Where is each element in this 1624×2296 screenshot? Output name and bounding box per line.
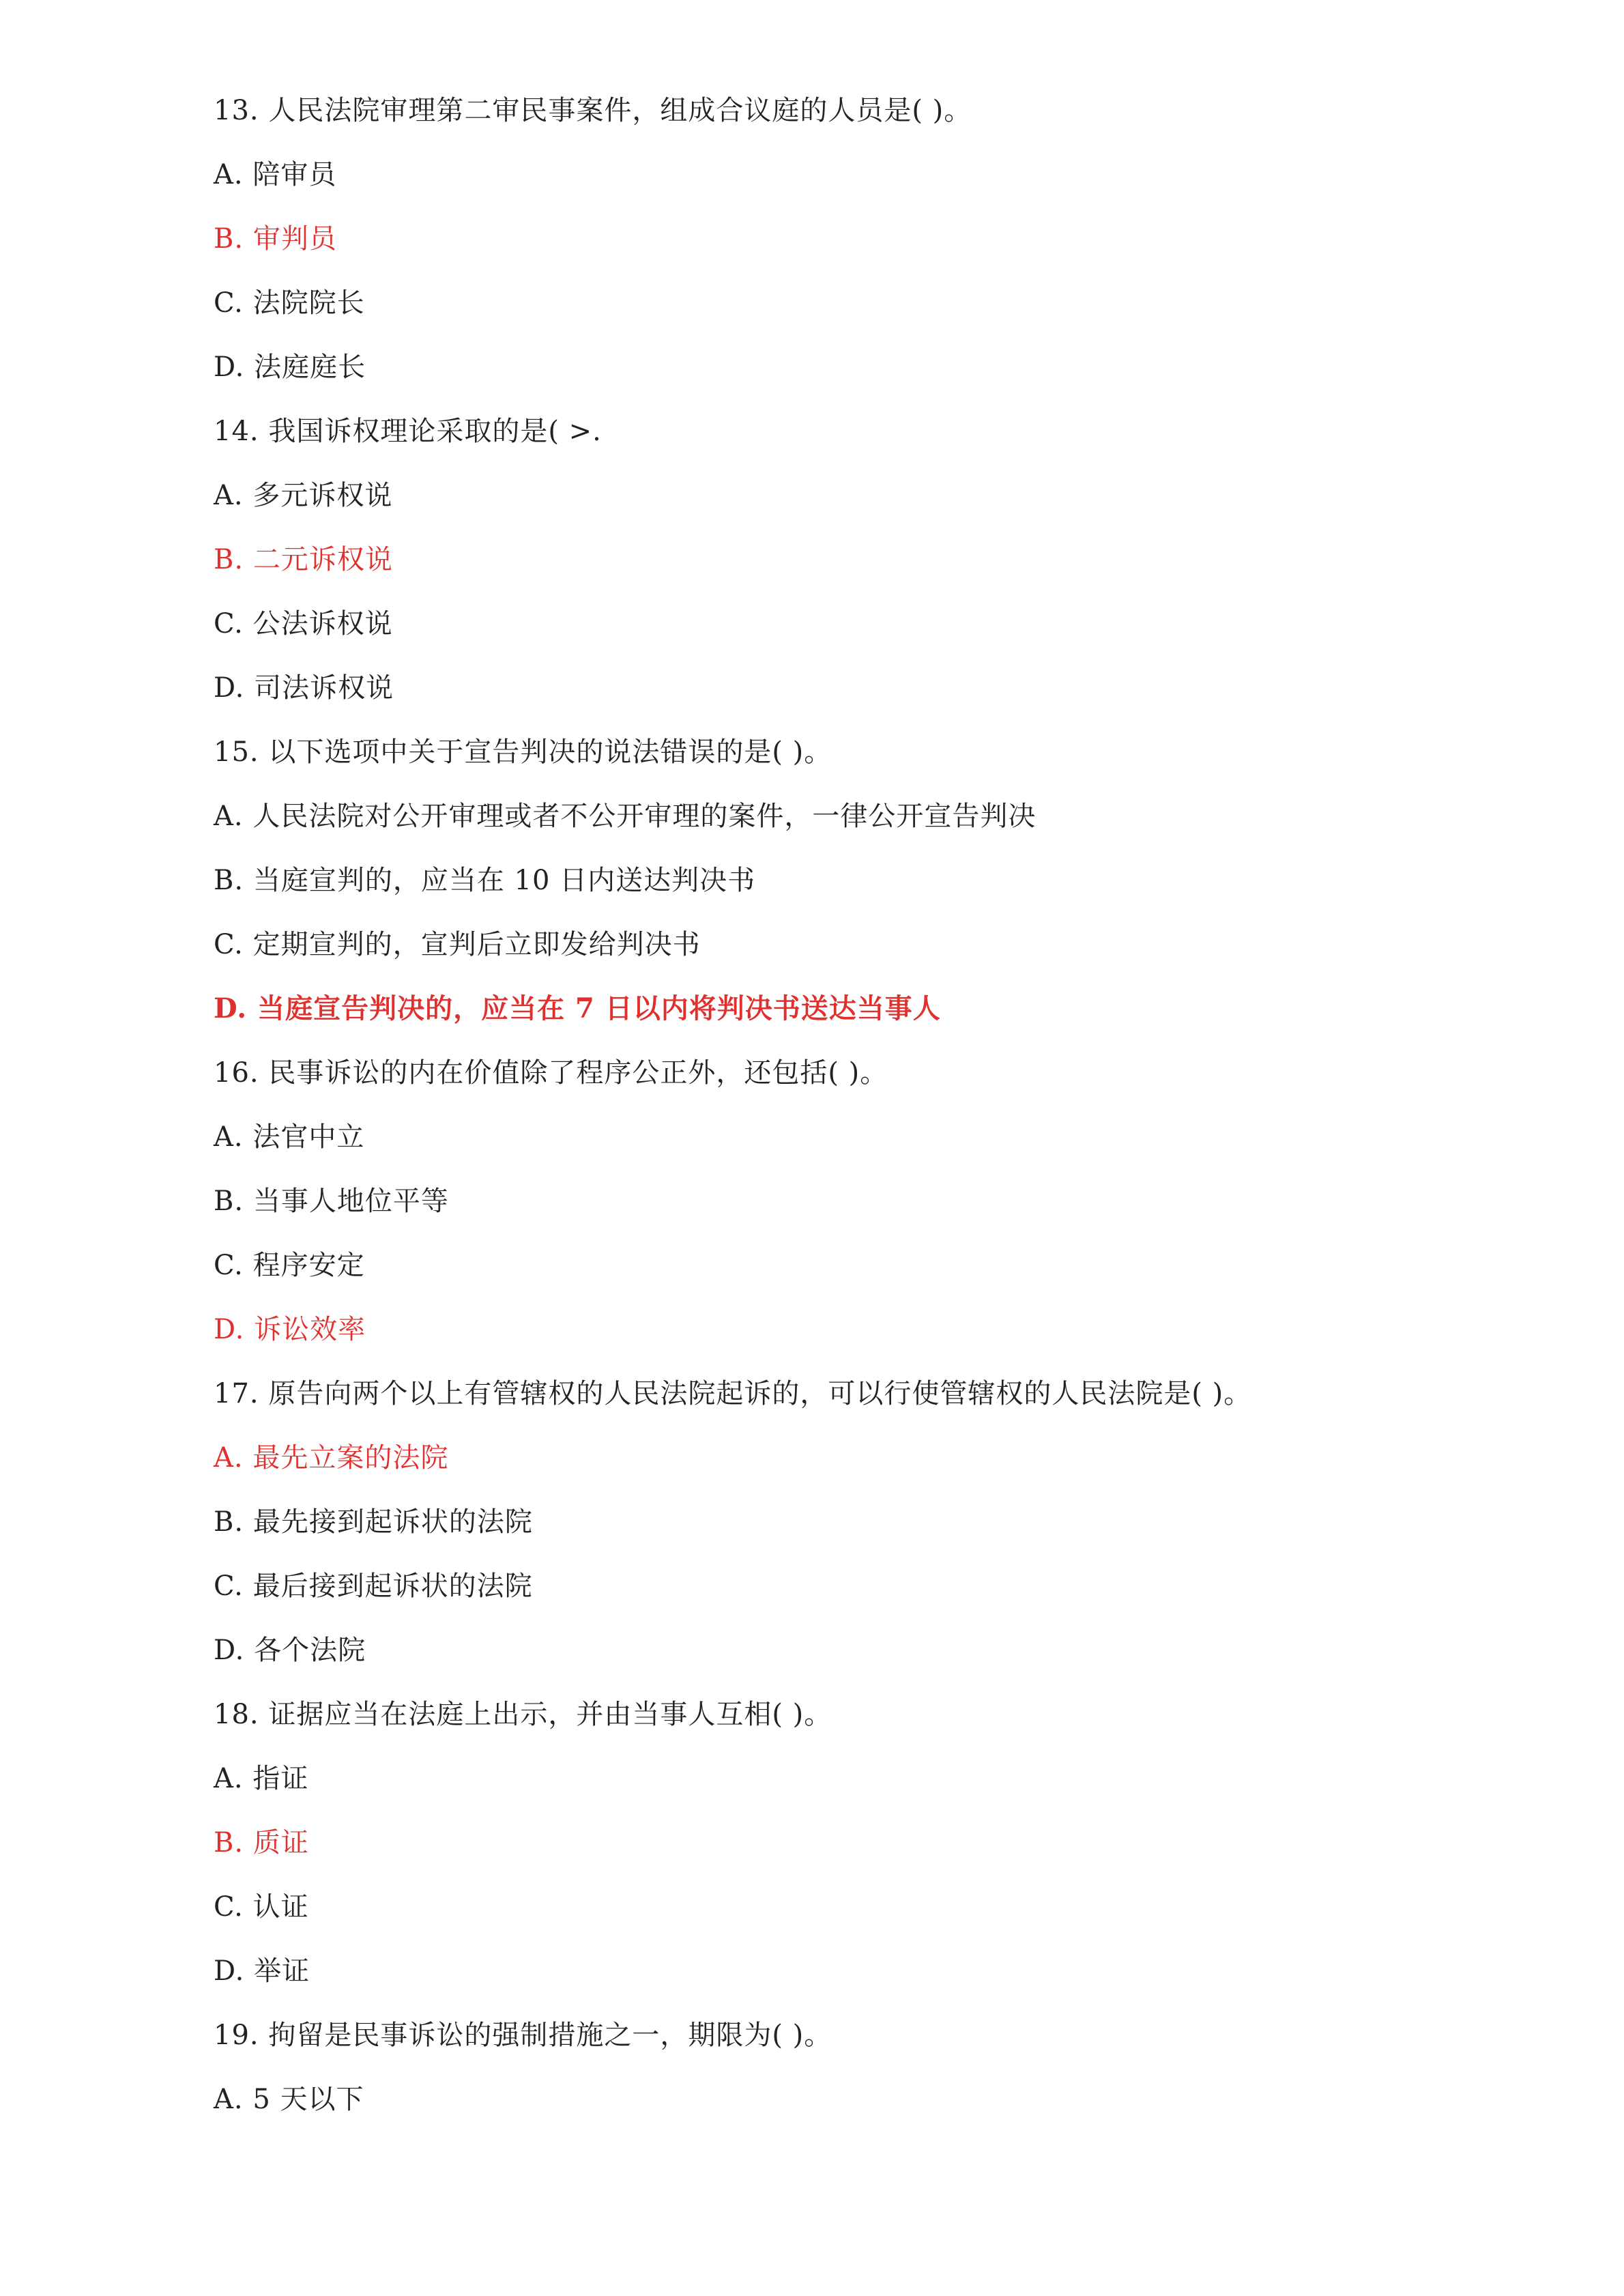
- option-13-a: A. 陪审员: [214, 159, 337, 190]
- question-14: 14. 我国诉权理论采取的是( >.: [214, 416, 602, 447]
- option-14-c: C. 公法诉权说: [214, 608, 393, 640]
- question-16: 16. 民事诉讼的内在价值除了程序公正外，还包括( )。: [214, 1057, 888, 1089]
- option-15-a: A. 人民法院对公开审理或者不公开审理的案件，一律公开宣告判决: [214, 801, 1036, 832]
- question-17: 17. 原告向两个以上有管辖权的人民法院起诉的，可以行使管辖权的人民法院是( )。: [214, 1378, 1252, 1409]
- option-14-b-answer: B. 二元诉权说: [214, 544, 393, 575]
- option-18-d: D. 举证: [214, 1955, 310, 1987]
- option-18-c: C. 认证: [214, 1891, 309, 1923]
- option-18-b-answer: B. 质证: [214, 1827, 309, 1859]
- option-15-d-answer: D. 当庭宣告判决的，应当在 7 日以内将判决书送达当事人: [214, 992, 941, 1024]
- option-16-d-answer: D. 诉讼效率: [214, 1314, 366, 1345]
- option-18-a: A. 指证: [214, 1763, 309, 1794]
- option-19-a: A. 5 天以下: [214, 2084, 364, 2115]
- option-13-b-answer: B. 审判员: [214, 223, 337, 255]
- option-13-d: D. 法庭庭长: [214, 351, 366, 383]
- option-16-c: C. 程序安定: [214, 1250, 365, 1281]
- option-16-a: A. 法官中立: [214, 1121, 365, 1153]
- option-14-a: A. 多元诉权说: [214, 480, 393, 511]
- question-18: 18. 证据应当在法庭上出示，并由当事人互相( )。: [214, 1699, 832, 1730]
- option-13-c: C. 法院院长: [214, 287, 365, 319]
- option-15-c: C. 定期宣判的，宣判后立即发给判决书: [214, 929, 701, 960]
- option-17-b: B. 最先接到起诉状的法院: [214, 1506, 533, 1538]
- option-17-d: D. 各个法院: [214, 1635, 366, 1666]
- question-13: 13. 人民法院审理第二审民事案件，组成合议庭的人员是( )。: [214, 95, 972, 126]
- option-15-b: B. 当庭宣判的，应当在 10 日内送达判决书: [214, 865, 756, 896]
- option-17-a-answer: A. 最先立案的法院: [214, 1442, 449, 1474]
- question-15: 15. 以下选项中关于宣告判决的说法错误的是( )。: [214, 736, 832, 768]
- option-14-d: D. 司法诉权说: [214, 672, 394, 704]
- option-16-b: B. 当事人地位平等: [214, 1186, 449, 1217]
- question-19: 19. 拘留是民事诉讼的强制措施之一，期限为( )。: [214, 2020, 832, 2051]
- option-17-c: C. 最后接到起诉状的法院: [214, 1570, 533, 1602]
